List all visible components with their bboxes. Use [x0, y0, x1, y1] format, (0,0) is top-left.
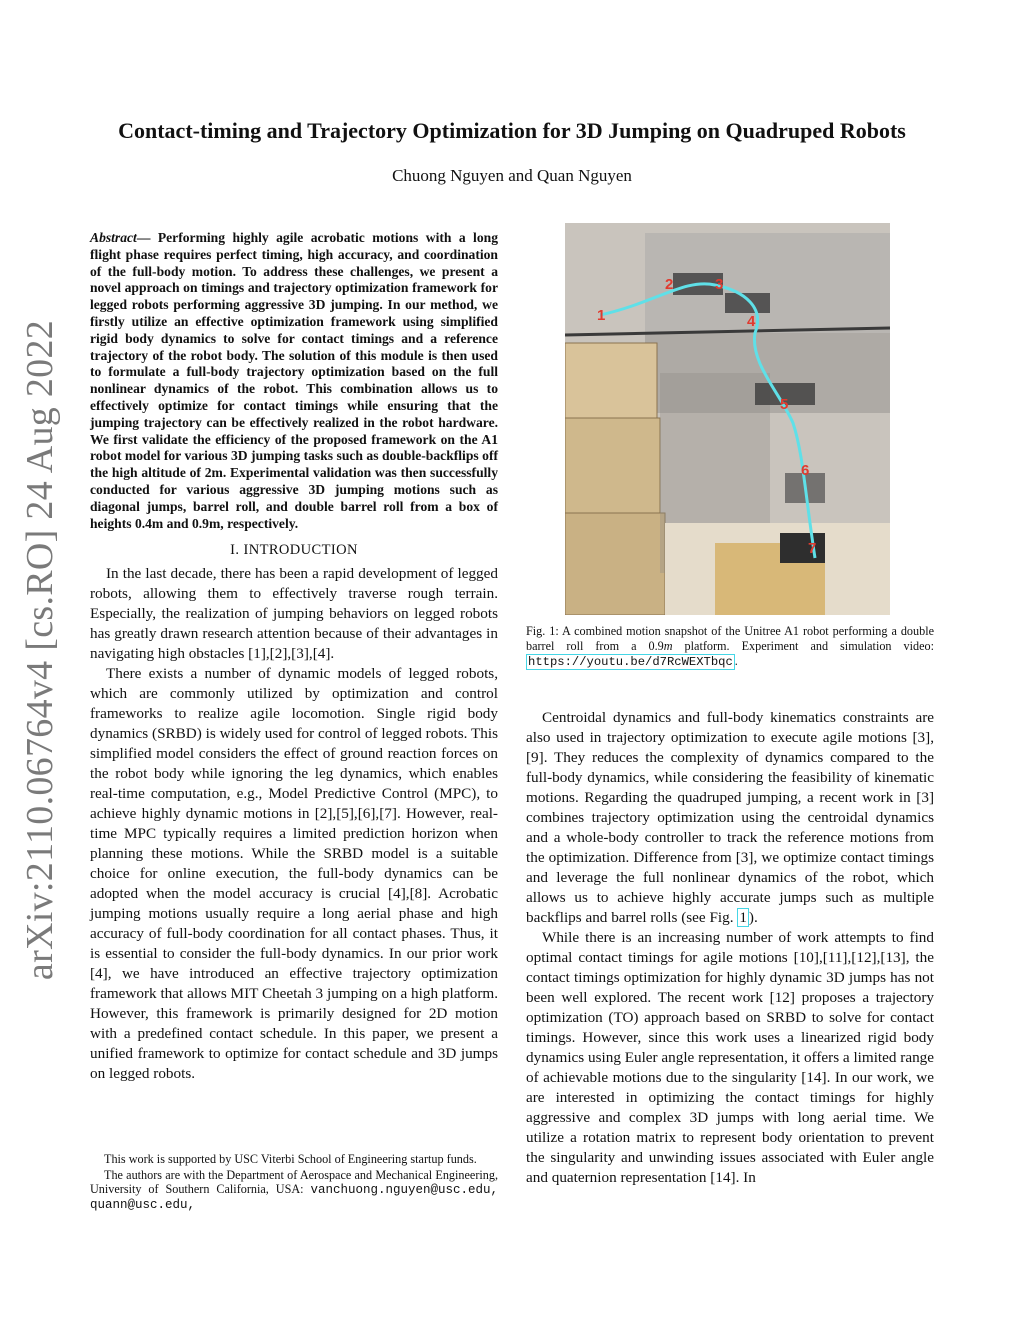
abstract-dash: —	[136, 230, 151, 245]
video-link[interactable]: https://youtu.be/d7RcWEXTbqc	[528, 655, 733, 669]
right-column	[526, 708, 934, 1188]
right-paragraph-1	[526, 708, 934, 928]
figure-label-6: 6	[801, 462, 810, 479]
caption-suffix: platform. Experiment and simulation video:	[672, 639, 934, 653]
figure-1-photo	[565, 223, 890, 615]
figure-1-caption	[526, 624, 934, 670]
caption-unit: m	[663, 639, 673, 653]
caption-prefix: Fig. 1: A combined motion snapshot of the Unitree A1 robot performing a double barrel roll from a 0.9	[526, 624, 934, 653]
section-number: I.	[230, 542, 240, 559]
figure-label-3: 3	[715, 276, 724, 293]
caption-end: .	[734, 654, 738, 668]
figure-1-illustration	[565, 223, 890, 615]
abstract-text: Performing highly agile acrobatic motions with a long flight phase requires perfect timing, high accuracy, and coordination of the full-body motion. To address these challenges, we present a novel approach on timings and trajectory optimization framework for legged robots performing aggressive 3D jumping. In our method, we firstly utilize an effective optimization framework using simplified rigid body dynamics to solve for contact timings and a reference trajectory of the robot body. The solution of this module is then used to formulate a full-body trajectory optimization based on the full nonlinear dynamics of the robot. This combination allows us to effectively optimize for contact timings while ensuring that the jumping trajectory can be effectively realized in the robot hardware. We first validate the efficiency of the proposed framework on the A1 robot model for various 3D jumping tasks such as double-backflips off the high altitude of 2m. Experimental validation was then successfully conducted for various aggressive 3D jumping motions such as diagonal jumps, barrel roll, and double barrel roll from a box of heights 0.4m and 0.9m, respectively.	[90, 230, 498, 531]
right-paragraph-1-end: ).	[748, 909, 758, 926]
footnote-emails: vanchuong.nguyen@usc.edu, quann@usc.edu,	[90, 1183, 499, 1212]
arxiv-identifier: arXiv:2110.06764v4 [cs.RO] 24 Aug 2022	[19, 319, 61, 981]
footnote-affiliation	[90, 1168, 498, 1212]
left-column	[90, 230, 498, 1084]
figure-label-1: 1	[597, 307, 606, 324]
arxiv-stamp	[8, 319, 72, 981]
figure-label-7: 7	[808, 540, 817, 557]
section-heading-introduction	[90, 540, 498, 560]
right-paragraph-2: While there is an increasing number of work attempts to find optimal contact timings for agile motions [10],[11],[12],[13], the contact timings optimization for highly dynamic 3D jumps has not been well explored. The recent work [12] proposes a trajectory optimization (TO) approach based on SRBD to solve for contact timings. However, since this work uses a linearized rigid body dynamics using Euler angle representation, it offers a limited range of achievable motions due to the singularity [14]. In our work, we are interested in optimizing the contact timings for highly aggressive and complex 3D jumps with long aerial time. We utilize a rotation matrix to represent body orientation to prevent the singularity and unwinding issues associated with Euler angle and quaternion representation [14]. In	[526, 929, 934, 1186]
figure-label-5: 5	[780, 396, 789, 413]
abstract-lead: Abstract	[90, 230, 137, 245]
intro-paragraph-2: There exists a number of dynamic models of legged robots, which are commonly utilized by optimization and control frameworks to realize agile locomotion. Single rigid body dynamics (SRBD) is widely used for control of legged robots. This simplified model considers the effect of ground reaction forces on the robot body while ignoring the leg dynamics, which enables real-time computation, e.g., Model Predictive Control (MPC), to achieve highly dynamic motions in [2],[5],[6],[7]. However, real-time MPC typically requires a limited prediction horizon when planning these motions. While the SRBD model is a suitable choice for online execution, the full-body dynamics can be adopted when the model accuracy is crucial [4],[8]. Acrobatic jumping motions usually require a long aerial phase and high accuracy of full-body coordination for all contact phases. Thus, it is essential to consider the full-body dynamics. In our prior work [4], we have introduced an effective trajectory optimization framework that allows MIT Cheetah 3 jumping on a high platform. However, this framework is primarily designed for 2D motion with a predefined contact schedule. In this paper, we present a unified framework to optimize for contact schedule and 3D jumps on legged robots.	[90, 665, 498, 1083]
right-paragraph-1-text: Centroidal dynamics and full-body kinematics constraints are also used in trajectory optimization to execute agile motions [3],[9]. They reduces the complexity of dynamics compared to the full-body dynamics, while considering the feasibility of kinematic motions. Regarding the quadruped jumping, a recent work in [3] combines trajectory optimization using the centroidal dynamics and a whole-body controller to track the reference motions from the optimization. Difference from [3], we optimize contact timings and leverage the full nonlinear dynamics of the robot, which allows us to achieve highly accurate jumps such as multiple backflips and barrel rolls (see Fig.	[526, 709, 934, 926]
section-title-initial: I	[243, 542, 249, 559]
figure-label-2: 2	[665, 276, 674, 293]
paper-title: Contact-timing and Trajectory Optimization for 3D Jumping on Quadruped Robots	[118, 118, 906, 143]
footnote-affiliation-text: The authors are with the Department of Aerospace and Mechanical Engineering, University of Southern California, USA:	[90, 1168, 498, 1196]
intro-paragraph-1: In the last decade, there has been a rapid development of legged robots, allowing them to effectively traverse rough terrain. Especially, the realization of jumping behaviors on legged robots has greatly drawn research attention because of their advantages in navigating high obstacles [1],[2],[3],[4].	[90, 565, 498, 663]
abstract	[90, 230, 498, 532]
section-title-rest: NTRODUCTION	[248, 542, 358, 559]
paper-authors: Chuong Nguyen and Quan Nguyen	[392, 166, 632, 185]
footnote	[90, 1152, 498, 1214]
figure-reference-link[interactable]: 1	[739, 909, 747, 926]
figure-label-4: 4	[747, 313, 756, 330]
footnote-funding: This work is supported by USC Viterbi School of Engineering startup funds.	[104, 1152, 477, 1166]
